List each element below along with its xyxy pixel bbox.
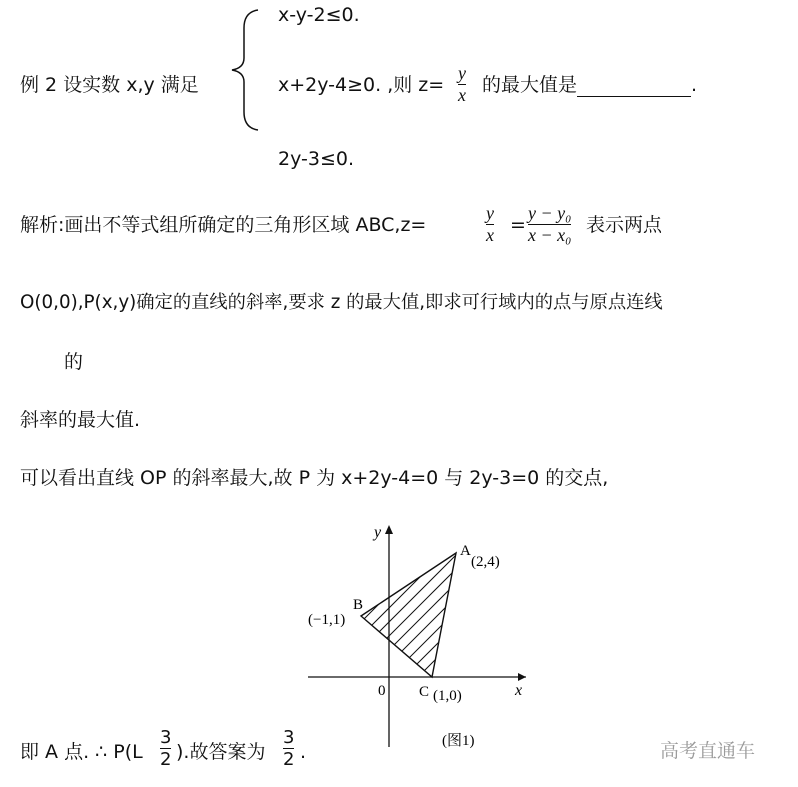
slope-fraction-1-num: y <box>486 203 494 223</box>
problem-label: 例 2 设实数 x,y 满足 <box>20 74 199 96</box>
figure-caption: (图1) <box>442 733 475 749</box>
p-y-fraction-num: 3 <box>160 727 172 748</box>
answer-fraction <box>283 728 294 769</box>
origin-label: 0 <box>378 683 386 699</box>
problem-ask <box>482 73 697 97</box>
point-a-label: A <box>460 543 471 559</box>
answer-fraction-den: 2 <box>283 749 295 770</box>
solution-line2: O(0,0),P(x,y)确定的直线的斜率,要求 z 的最大值,即求可行域内的点与原点连线 <box>20 292 663 313</box>
solution-line3: 的 <box>64 351 84 373</box>
constraint-2: x+2y-4≥0. ,则 z= <box>278 74 445 96</box>
point-a-coord: (2,4) <box>471 554 500 570</box>
slope-fraction-1-den: x <box>486 225 494 245</box>
point-b-label: B <box>353 597 364 613</box>
final-text-a: 即 A 点. ∴ P(L <box>20 741 143 763</box>
final-text-b: ).故答案为 <box>176 741 266 763</box>
point-c-label: C <box>419 684 430 700</box>
y-axis-label: y <box>374 524 382 541</box>
constraint-3: 2y-3≤0. <box>278 148 354 170</box>
x-axis-label: x <box>515 682 523 699</box>
solution-line5: 可以看出直线 OP 的斜率最大,故 P 为 x+2y-4=0 与 2y-3=0 的交点, <box>20 467 609 489</box>
region-hatching <box>300 517 540 677</box>
point-b-coord: (−1,1) <box>308 612 346 628</box>
ask-end: . <box>691 74 698 96</box>
slope-fraction-2-den: x − x₀ <box>528 225 572 245</box>
constraint-1: x-y-2≤0. <box>278 4 360 26</box>
z-fraction-denominator: x <box>458 85 466 105</box>
y-axis-arrow <box>385 525 393 534</box>
z-fraction <box>458 64 466 105</box>
equals-sign: = <box>510 214 526 236</box>
answer-blank <box>577 76 691 97</box>
triangle-abc <box>361 553 456 677</box>
solution-line1-start: 解析:画出不等式组所确定的三角形区域 ABC,z= <box>20 214 427 236</box>
final-text-c: . <box>300 741 307 763</box>
left-brace <box>226 4 266 136</box>
answer-fraction-num: 3 <box>283 727 295 748</box>
p-y-fraction <box>160 728 171 769</box>
slope-fraction-2 <box>528 204 571 245</box>
point-c-coord: (1,0) <box>433 688 462 704</box>
slope-fraction-2-num: y − y₀ <box>528 203 572 223</box>
ask-text: 的最大值是 <box>482 74 578 96</box>
p-y-fraction-den: 2 <box>160 749 172 770</box>
z-fraction-numerator: y <box>458 63 466 83</box>
x-axis-arrow <box>518 673 526 681</box>
slope-fraction-1 <box>486 204 494 245</box>
feasible-region-figure <box>300 515 540 755</box>
watermark: 高考直通车 <box>660 740 756 762</box>
solution-line1-end: 表示两点 <box>586 214 663 236</box>
solution-line4: 斜率的最大值. <box>20 409 141 431</box>
